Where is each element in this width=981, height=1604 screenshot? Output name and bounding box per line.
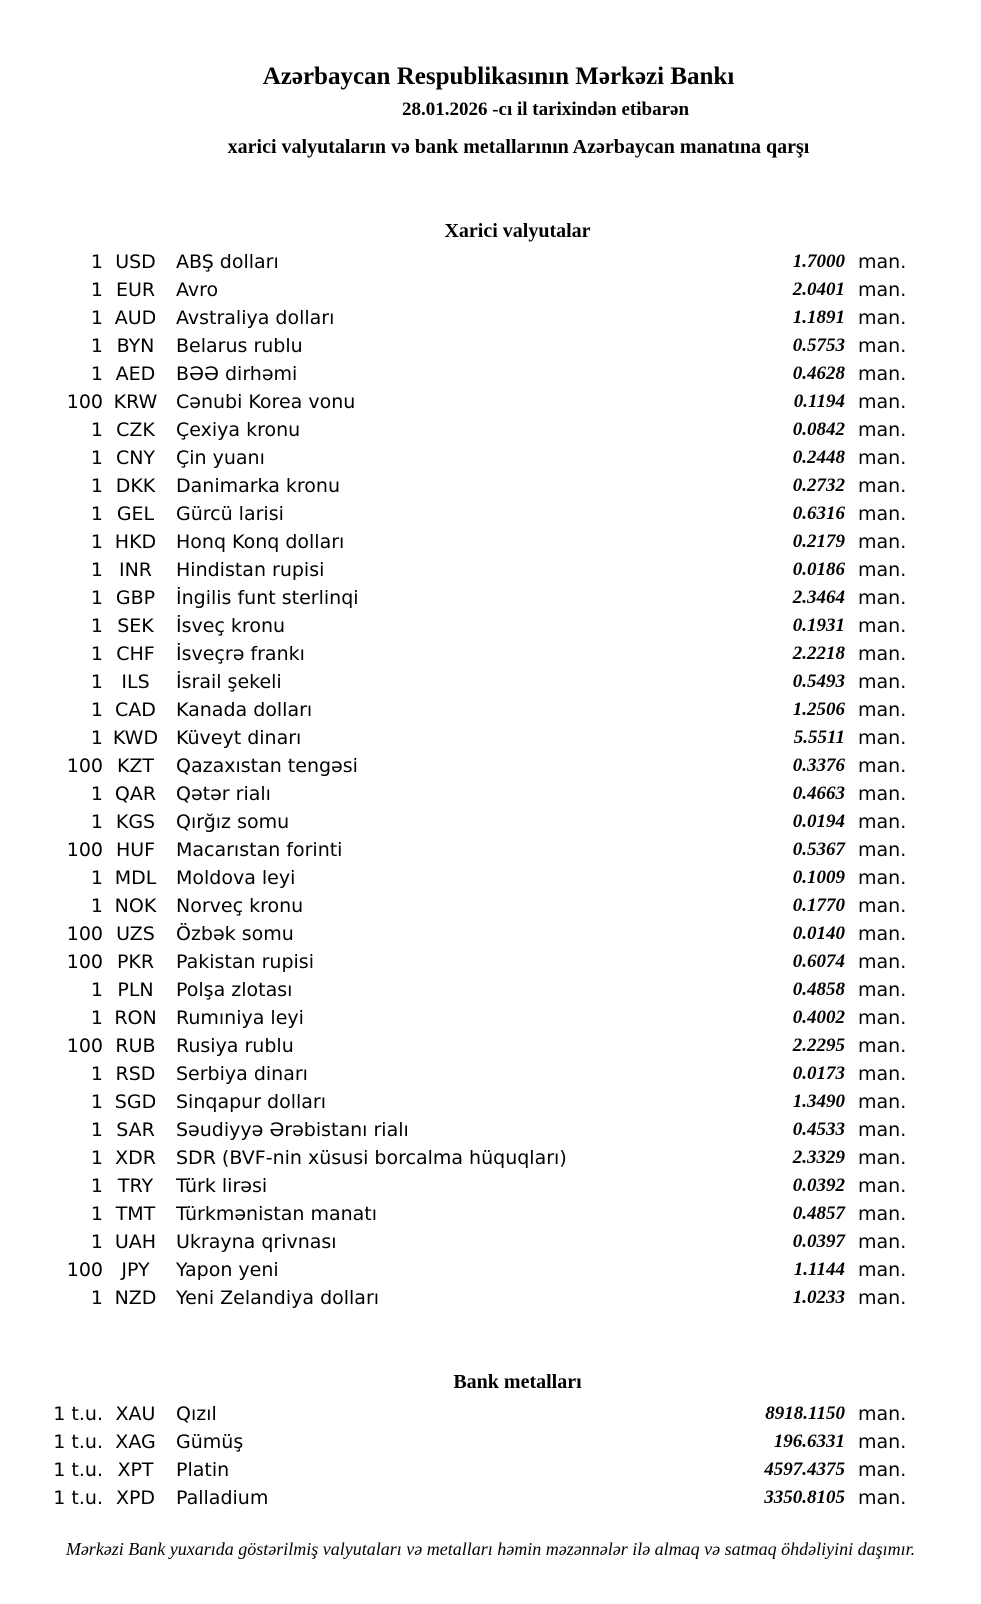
currency-name: Türk lirəsi (176, 1175, 268, 1197)
currency-name: İsveçrə frankı (176, 643, 305, 665)
rate-unit: man. (858, 1259, 907, 1281)
rate-unit: man. (858, 363, 907, 385)
currency-name: İsveç kronu (176, 615, 286, 637)
metals-table (0, 1400, 981, 1512)
rate-row (0, 1200, 908, 1228)
currency-code: UZS (116, 923, 155, 945)
rate-unit: man. (858, 587, 907, 609)
currency-name: BƏƏ dirhəmi (176, 363, 298, 385)
rate-unit: man. (858, 335, 907, 357)
rate-row (0, 444, 908, 472)
currency-name: İngilis funt sterlinqi (176, 587, 359, 609)
rate-unit: man. (858, 1431, 907, 1453)
rate-value: 0.1194 (793, 391, 845, 412)
currency-name: Qızıl (176, 1403, 217, 1425)
rate-amount: 1 (90, 1147, 103, 1169)
rate-row (0, 808, 908, 836)
rate-value: 0.1009 (792, 867, 845, 888)
rate-amount: 1 (90, 615, 103, 637)
rate-unit: man. (858, 671, 907, 693)
rate-amount: 100 (66, 1259, 103, 1281)
currency-name: Avstraliya dolları (176, 307, 335, 329)
currency-code: CNY (115, 447, 156, 469)
rate-row (0, 948, 908, 976)
rate-amount: 1 (90, 1231, 103, 1253)
rate-unit: man. (858, 867, 907, 889)
rate-amount: 1 (90, 559, 103, 581)
currency-name: Çin yuanı (176, 447, 265, 469)
currency-name: Qətər rialı (176, 783, 271, 805)
rate-unit: man. (858, 615, 907, 637)
currency-name: Platin (176, 1459, 230, 1481)
rate-unit: man. (858, 923, 907, 945)
rate-unit: man. (858, 251, 907, 273)
rate-amount: 1 (90, 335, 103, 357)
rate-value: 0.2448 (792, 447, 845, 468)
rate-value: 1.3490 (792, 1091, 845, 1112)
rate-row (0, 612, 908, 640)
currency-name: Qırğız somu (176, 811, 290, 833)
currency-code: EUR (115, 279, 156, 301)
rate-unit: man. (858, 755, 907, 777)
currency-name: Honq Konq dolları (176, 531, 345, 553)
rate-unit: man. (858, 1007, 907, 1029)
currency-name: Danimarka kronu (176, 475, 341, 497)
rate-value: 0.6316 (792, 503, 845, 524)
currency-name: Pakistan rupisi (176, 951, 314, 973)
metals-section-title: Bank metalları (453, 1371, 582, 1393)
disclaimer-note: Mərkəzi Bank yuxarıda göstərilmiş valyutaları və metalları həmin məzənnələr ilə almaq və satmaq öhdəliyini daşımır. (65, 1539, 916, 1559)
rate-unit: man. (858, 1119, 907, 1141)
rate-row (0, 248, 908, 276)
currency-name: Rusiya rublu (176, 1035, 294, 1057)
rate-value: 2.3329 (792, 1147, 845, 1168)
rate-row (0, 1456, 908, 1484)
page-subtitle: xarici valyutaların və bank metallarının Azərbaycan manatına qarşı (227, 136, 810, 158)
rate-value: 0.0140 (792, 923, 845, 944)
currency-code: XPD (115, 1487, 156, 1509)
currency-name: Norveç kronu (176, 895, 304, 917)
rate-row (0, 416, 908, 444)
rate-row (0, 584, 908, 612)
rate-unit: man. (858, 1459, 907, 1481)
rate-unit: man. (858, 1287, 907, 1309)
currency-code: SGD (114, 1091, 157, 1113)
rate-amount: 1 (90, 671, 103, 693)
currency-name: Gümüş (176, 1431, 244, 1453)
rate-row (0, 696, 908, 724)
currency-code: GBP (115, 587, 156, 609)
rate-amount: 1 (90, 1007, 103, 1029)
rate-value: 0.4858 (792, 979, 845, 1000)
rate-value: 0.4533 (792, 1119, 845, 1140)
rate-unit: man. (858, 419, 907, 441)
rate-amount: 1 t.u. (53, 1403, 103, 1425)
rate-unit: man. (858, 1091, 907, 1113)
currencies-section-title: Xarici valyutalar (444, 220, 591, 242)
currency-code: DKK (115, 475, 156, 497)
currency-name: Yapon yeni (176, 1259, 279, 1281)
rate-value: 0.0842 (792, 419, 845, 440)
currency-name: Sinqapur dolları (176, 1091, 327, 1113)
rate-amount: 1 t.u. (53, 1431, 103, 1453)
currency-code: CAD (115, 699, 156, 721)
currency-code: AED (115, 363, 156, 385)
rate-unit: man. (858, 895, 907, 917)
rate-value: 1.1144 (793, 1259, 845, 1280)
rate-unit: man. (858, 727, 907, 749)
rate-row (0, 640, 908, 668)
rate-row (0, 752, 908, 780)
currency-name: Kanada dolları (176, 699, 313, 721)
rate-amount: 1 (90, 979, 103, 1001)
rate-amount: 1 (90, 1119, 103, 1141)
rate-amount: 100 (66, 391, 103, 413)
rate-unit: man. (858, 643, 907, 665)
currency-name: Çexiya kronu (176, 419, 301, 441)
rate-amount: 1 (90, 251, 103, 273)
currency-code: RUB (115, 1035, 156, 1057)
rate-row (0, 1172, 908, 1200)
rate-unit: man. (858, 279, 907, 301)
rate-value: 0.4628 (792, 363, 845, 384)
currency-code: RON (114, 1007, 157, 1029)
currency-name: Küveyt dinarı (176, 727, 302, 749)
rate-amount: 1 (90, 1091, 103, 1113)
rate-unit: man. (858, 1035, 907, 1057)
rate-amount: 1 (90, 727, 103, 749)
rate-value: 4597.4375 (764, 1459, 845, 1480)
rate-value: 2.2295 (792, 1035, 845, 1056)
currency-code: NOK (114, 895, 157, 917)
currency-name: SDR (BVF-nin xüsusi borcalma hüquqları) (176, 1147, 567, 1169)
rate-unit: man. (858, 503, 907, 525)
rate-row (0, 920, 908, 948)
currency-code: BYN (116, 335, 155, 357)
currency-name: İsrail şekeli (176, 671, 282, 693)
currency-code: QAR (114, 783, 157, 805)
currency-code: GEL (116, 503, 155, 525)
rate-value: 0.5367 (792, 839, 845, 860)
rate-amount: 1 (90, 1063, 103, 1085)
rate-value: 2.3464 (792, 587, 845, 608)
currency-code: KRW (113, 391, 158, 413)
currency-code: JPY (121, 1259, 150, 1281)
currency-code: USD (115, 251, 156, 273)
currency-code: KWD (112, 727, 159, 749)
rate-row (0, 780, 908, 808)
rate-value: 3350.8105 (764, 1487, 845, 1508)
rate-row (0, 556, 908, 584)
rate-value: 1.1891 (792, 307, 845, 328)
rate-amount: 1 (90, 279, 103, 301)
rate-amount: 1 (90, 363, 103, 385)
rate-unit: man. (858, 811, 907, 833)
rate-row (0, 1060, 908, 1088)
currency-name: Ukrayna qrivnası (176, 1231, 337, 1253)
rate-amount: 1 t.u. (53, 1487, 103, 1509)
rate-amount: 100 (66, 755, 103, 777)
rate-unit: man. (858, 1203, 907, 1225)
rate-row (0, 976, 908, 1004)
rate-unit: man. (858, 475, 907, 497)
currency-code: TMT (115, 1203, 156, 1225)
currency-name: Serbiya dinarı (176, 1063, 308, 1085)
rate-row (0, 528, 908, 556)
currency-code: XPT (117, 1459, 154, 1481)
rate-value: 0.5753 (792, 335, 845, 356)
currency-name: Palladium (176, 1487, 269, 1509)
rate-value: 0.0173 (792, 1063, 845, 1084)
currency-name: Macarıstan forinti (176, 839, 343, 861)
rate-value: 5.5511 (793, 727, 845, 748)
currency-name: Özbək somu (176, 923, 294, 945)
rate-amount: 1 (90, 531, 103, 553)
rate-unit: man. (858, 783, 907, 805)
rate-value: 0.1931 (792, 615, 845, 636)
rate-row (0, 388, 908, 416)
rate-row (0, 668, 908, 696)
rate-row (0, 864, 908, 892)
currency-code: XDR (115, 1147, 156, 1169)
currencies-table (0, 248, 981, 1312)
rate-amount: 100 (66, 923, 103, 945)
rate-amount: 1 (90, 447, 103, 469)
rate-row (0, 892, 908, 920)
rate-row (0, 1116, 908, 1144)
currency-name: Cənubi Korea vonu (176, 391, 356, 413)
rate-amount: 1 (90, 475, 103, 497)
currency-name: Türkmənistan manatı (176, 1203, 378, 1225)
rate-amount: 1 (90, 307, 103, 329)
currency-name: Rumıniya leyi (176, 1007, 304, 1029)
rate-unit: man. (858, 979, 907, 1001)
currency-code: KGS (115, 811, 156, 833)
rate-row (0, 1032, 908, 1060)
rate-row (0, 1284, 908, 1312)
rate-value: 0.1770 (792, 895, 845, 916)
rate-unit: man. (858, 1231, 907, 1253)
currency-name: Avro (176, 279, 219, 301)
currency-name: Yeni Zelandiya dolları (176, 1287, 380, 1309)
rate-unit: man. (858, 1175, 907, 1197)
rate-amount: 1 (90, 699, 103, 721)
rate-unit: man. (858, 559, 907, 581)
rate-unit: man. (858, 391, 907, 413)
currency-name: Belarus rublu (176, 335, 303, 357)
currency-name: ABŞ dolları (176, 251, 279, 273)
rate-amount: 100 (66, 839, 103, 861)
rate-unit: man. (858, 1147, 907, 1169)
rate-value: 0.5493 (792, 671, 845, 692)
rate-row (0, 724, 908, 752)
rate-unit: man. (858, 699, 907, 721)
rate-row (0, 1484, 908, 1512)
rate-unit: man. (858, 839, 907, 861)
rate-value: 0.2179 (792, 531, 845, 552)
effective-date: 28.01.2026 -cı il tarixindən etibarən (401, 99, 690, 120)
rate-row (0, 304, 908, 332)
currency-code: TRY (117, 1175, 154, 1197)
currency-code: ILS (121, 671, 150, 693)
rate-value: 196.6331 (773, 1431, 845, 1452)
rate-value: 0.6074 (792, 951, 845, 972)
currency-code: INR (118, 559, 153, 581)
rate-value: 0.3376 (792, 755, 845, 776)
currency-name: Gürcü larisi (176, 503, 284, 525)
rate-amount: 1 (90, 503, 103, 525)
rate-row (0, 1088, 908, 1116)
currency-name: Qazaxıstan tengəsi (176, 755, 358, 777)
currency-code: HUF (115, 839, 156, 861)
rate-amount: 1 (90, 643, 103, 665)
currency-code: SEK (117, 615, 154, 637)
currency-name: Səudiyyə Ərəbistanı rialı (176, 1119, 409, 1141)
rate-value: 1.2506 (792, 699, 845, 720)
rate-value: 0.0392 (792, 1175, 845, 1196)
currency-code: PLN (117, 979, 154, 1001)
rate-unit: man. (858, 1063, 907, 1085)
currency-code: HKD (114, 531, 157, 553)
rate-row (0, 1400, 908, 1428)
rate-value: 1.7000 (792, 251, 845, 272)
rate-value: 8918.1150 (765, 1403, 845, 1424)
rate-value: 0.0186 (792, 559, 845, 580)
rate-row (0, 500, 908, 528)
rate-value: 0.4663 (792, 783, 845, 804)
rate-row (0, 1228, 908, 1256)
rate-amount: 1 (90, 1175, 103, 1197)
rate-value: 2.0401 (792, 279, 845, 300)
rate-value: 0.0194 (792, 811, 845, 832)
currency-code: CHF (116, 643, 155, 665)
page-title: Azərbaycan Respublikasının Mərkəzi Bankı (262, 63, 735, 90)
rate-unit: man. (858, 531, 907, 553)
currency-code: UAH (114, 1231, 157, 1253)
rate-amount: 1 (90, 1203, 103, 1225)
rate-value: 0.2732 (792, 475, 845, 496)
currency-code: AUD (114, 307, 157, 329)
rate-amount: 1 (90, 419, 103, 441)
rate-unit: man. (858, 1487, 907, 1509)
currency-code: KZT (116, 755, 155, 777)
currency-name: Moldova leyi (176, 867, 296, 889)
rate-amount: 1 (90, 783, 103, 805)
currency-code: CZK (116, 419, 155, 441)
currency-code: SAR (116, 1119, 155, 1141)
rate-row (0, 1256, 908, 1284)
rate-amount: 1 (90, 1287, 103, 1309)
rate-unit: man. (858, 951, 907, 973)
rate-unit: man. (858, 447, 907, 469)
currency-code: XAU (115, 1403, 156, 1425)
rate-value: 0.0397 (792, 1231, 845, 1252)
rate-value: 0.4857 (792, 1203, 845, 1224)
rate-row (0, 360, 908, 388)
rate-row (0, 1004, 908, 1032)
rate-unit: man. (858, 1403, 907, 1425)
rate-amount: 1 (90, 895, 103, 917)
rate-value: 2.2218 (792, 643, 845, 664)
rate-row (0, 836, 908, 864)
rate-amount: 1 (90, 587, 103, 609)
currency-code: XAG (115, 1431, 156, 1453)
currency-code: MDL (114, 867, 157, 889)
rate-amount: 1 t.u. (53, 1459, 103, 1481)
rate-row (0, 1144, 908, 1172)
rate-amount: 100 (66, 1035, 103, 1057)
rate-amount: 100 (66, 951, 103, 973)
rate-row (0, 332, 908, 360)
currency-code: PKR (116, 951, 155, 973)
currency-code: RSD (115, 1063, 156, 1085)
currency-name: Polşa zlotası (176, 979, 293, 1001)
rate-row (0, 1428, 908, 1456)
rate-value: 0.4002 (792, 1007, 845, 1028)
rate-row (0, 276, 908, 304)
currency-name: Hindistan rupisi (176, 559, 325, 581)
rate-value: 1.0233 (792, 1287, 845, 1308)
rate-unit: man. (858, 307, 907, 329)
rate-amount: 1 (90, 811, 103, 833)
rate-row (0, 472, 908, 500)
rate-amount: 1 (90, 867, 103, 889)
currency-code: NZD (114, 1287, 157, 1309)
